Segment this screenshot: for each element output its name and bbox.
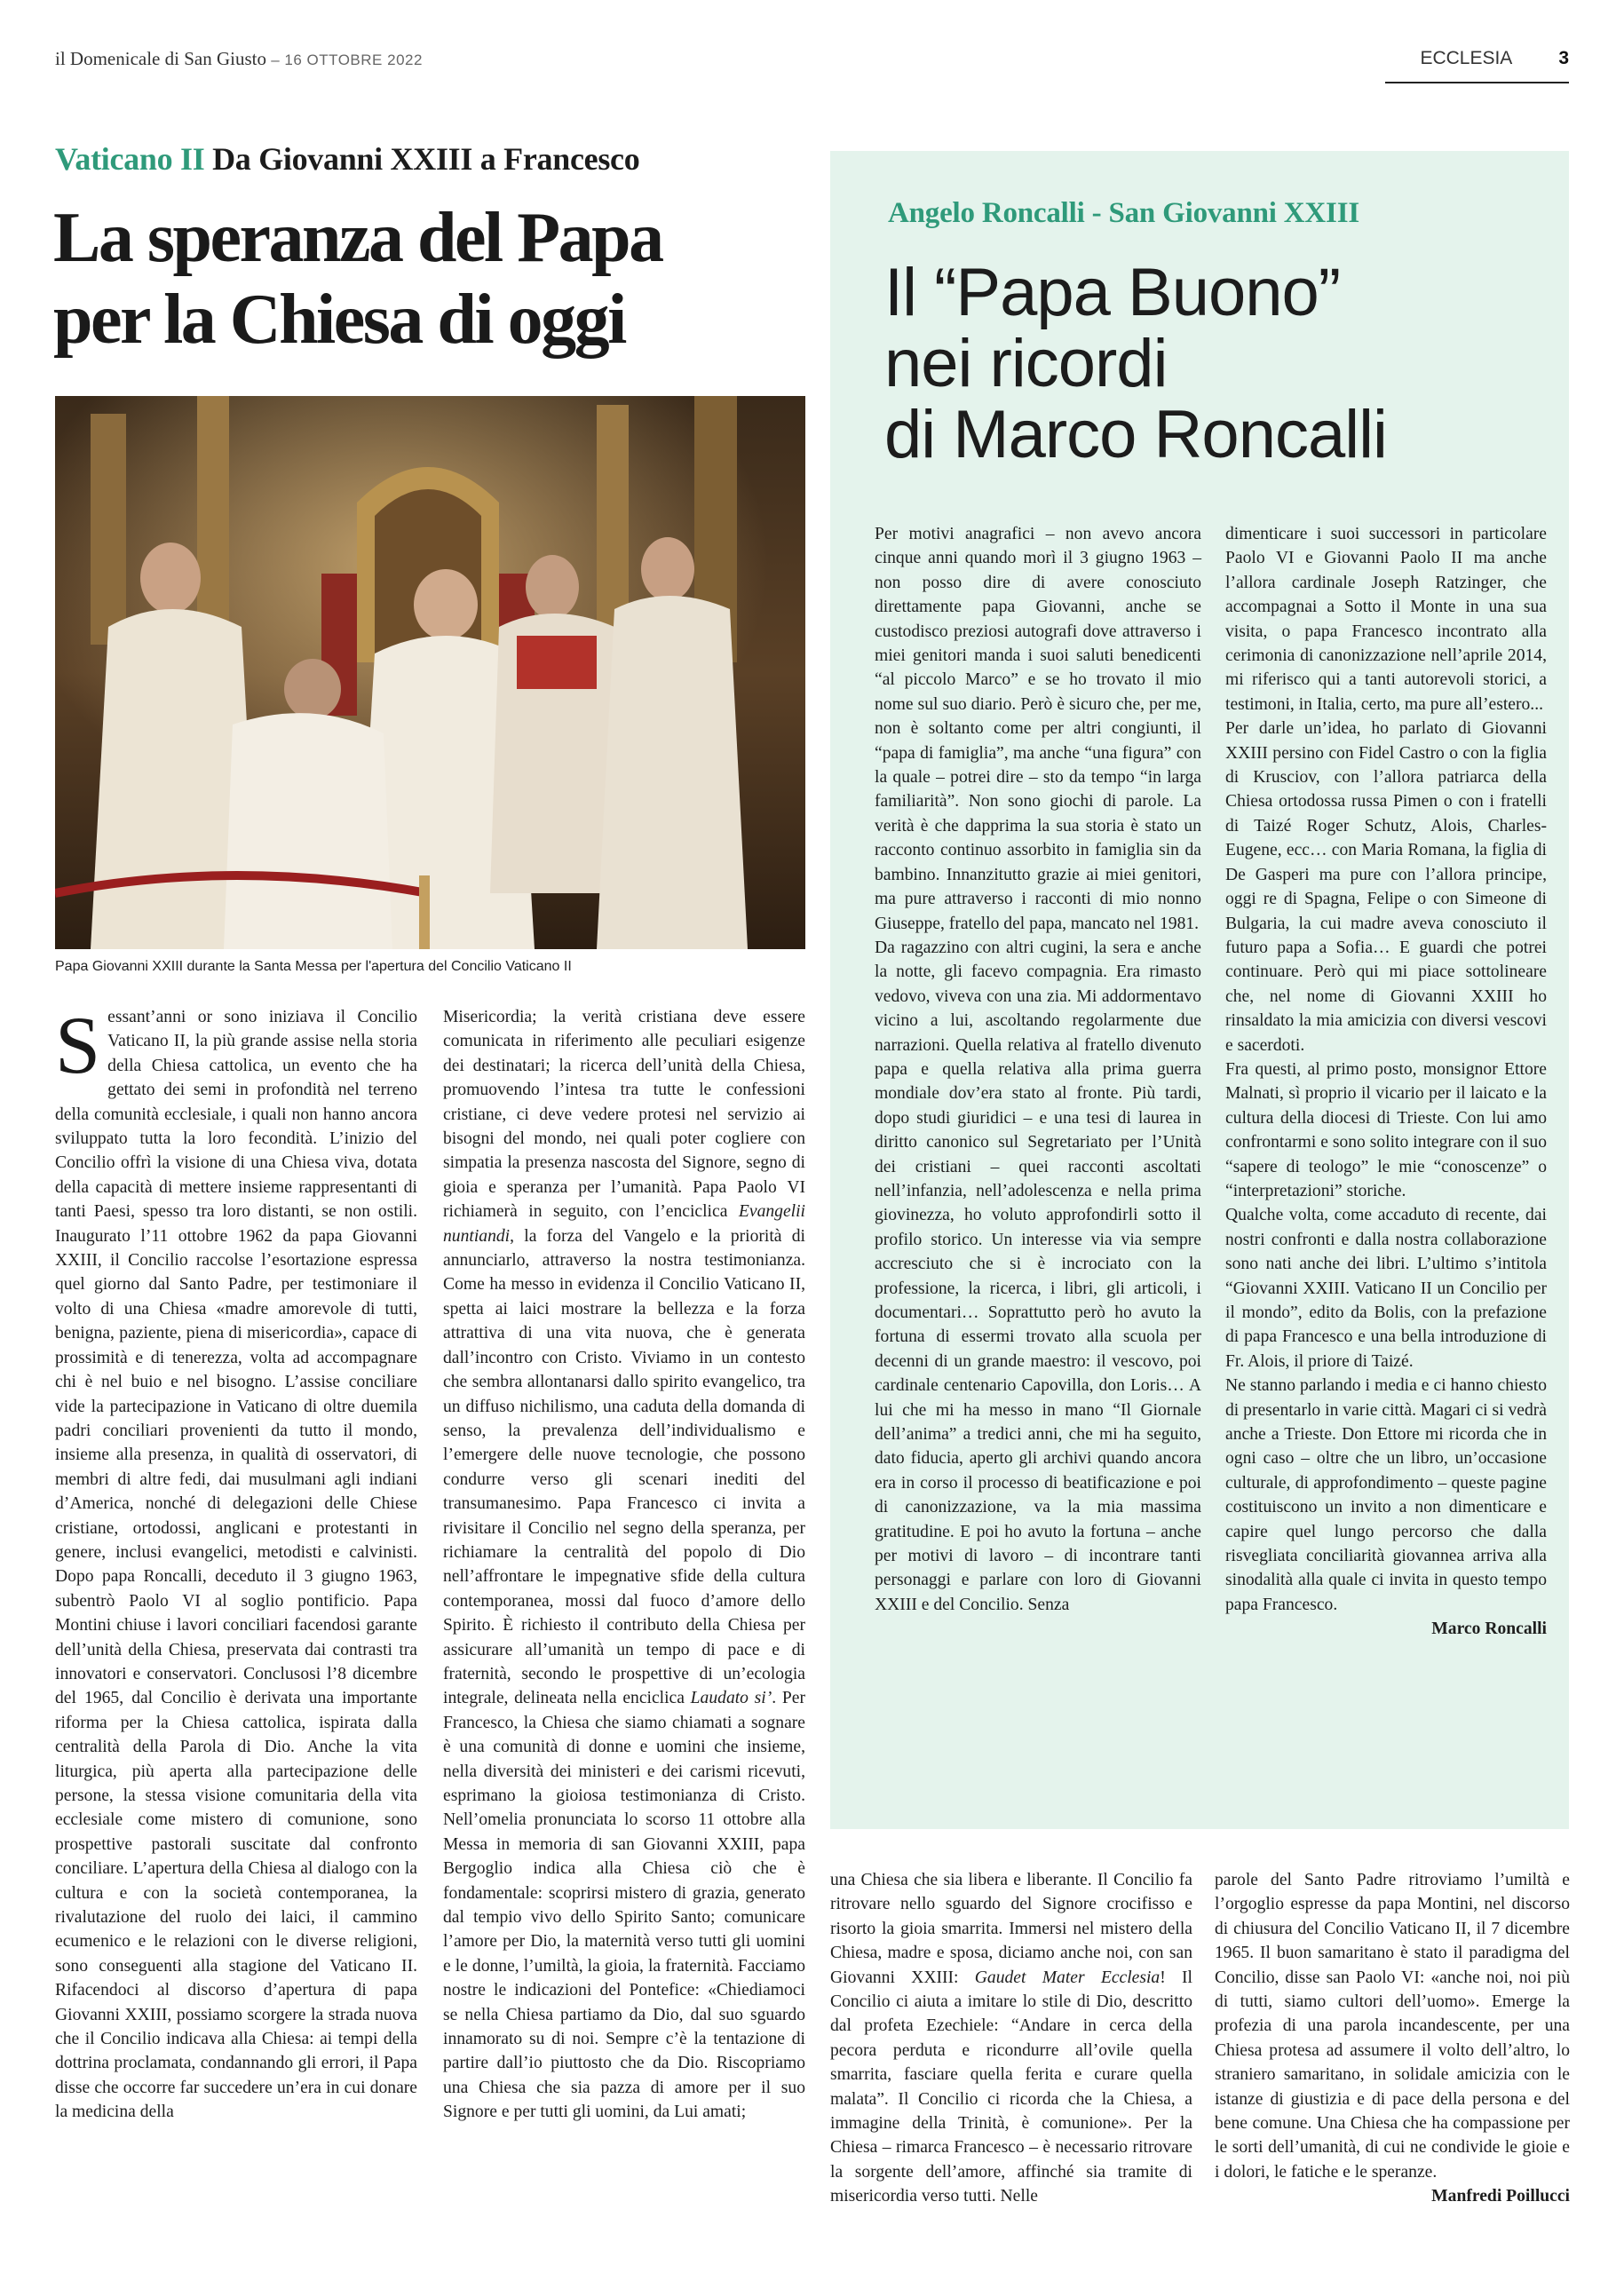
sidebar-title-line-2: nei ricordi	[884, 326, 1168, 401]
sidebar-paragraph: Fra questi, al primo posto, monsignor Ettore Malnati, sì proprio il vicario per il laicato e la cultura della diocesi di Trieste. Con lui amo confrontarmi e sono solito integrare con il suo “sapere di teologo” le mie “conoscenze” o “interpretazioni” storiche.	[1225, 1059, 1547, 1200]
newspaper-name: il Domenicale di San Giusto	[55, 48, 266, 69]
section-name: ECCLESIA	[1420, 48, 1513, 68]
encyclical-title-laudato: Laudato si’	[690, 1689, 772, 1708]
sidebar-paragraph: dimenticare i suoi successori in particolare Paolo VI e Giovanni Paolo II ma anche l’allora cardinale Joseph Ratzinger, che accompagnai a Sotto il Monte in una sua visita, o papa Francesco incontrato alla cerimonia di canonizzazione nell’aprile 2014, mi riferisco qui a tanti autorevoli storici, a testimoni, in Italia, certo, ma pure all’estero...	[1225, 525, 1547, 714]
sidebar-paragraph: Per motivi anagrafici – non avevo ancora cinque anni quando morì il 3 giugno 1963 – non posso dire di avere conosciuto direttamente papa Giovanni, anche se custodisco preziosi autografi dove attraverso i miei genitori manda i suoi saluti benedicenti “al piccolo Marco” e se ho trovato il mio nome sul suo diario. Però è sicuro che, per me, non è soltanto come per altri congiunti, il “papa di famiglia”, ma anche “una figura” con la quale – potrei dire – sto da tempo “in larga familiarità”. Non sono giochi di parole. La verità è che dapprima la sua storia è stato un racconto continuo assorbito in famiglia sin da bambino. Innanzitutto grazie ai miei genitori, ma pure attraverso i racconti di mio nonno Giuseppe, fratello del papa, mancato nel 1981.	[875, 525, 1201, 933]
photo-caption: Papa Giovanni XXIII durante la Santa Messa per l'apertura del Concilio Vaticano II	[55, 959, 572, 974]
column-4-text: parole del Santo Padre ritroviamo l’umiltà e l’orgoglio espresse da papa Montini, nel discorso di chiusura del Concilio Vaticano II, il 7 dicembre 1965. Il buon samaritano è stato il paradigma del Concilio, disse san Paolo VI: «anche noi, noi più di tutti, siamo cultori dell’uomo». Emerge la profezia di una parola incandescente, per una Chiesa protesa ad assumere il volto dell’altro, lo straniero samaritano, in solidale amicizia con le istanze di giustizia e di pace della persona e del bene comune. Una Chiesa che ha compassione per le sorti dell’umanità, di cui ne condivide le gioie e i dolori, le fatiche e le speranze.	[1215, 1871, 1570, 2182]
sidebar-title	[884, 257, 1541, 471]
sidebar-paragraph: Per darle un’idea, ho parlato di Giovanni XXIII persino con Fidel Castro o con la figlia di Krusciov, con l’allora patriarca della Chiesa ortodossa russa Pimen o con i fratelli di Taizé Roger Schutz, Alois, Charles-Eugene, ecc… con Maria Romana, la figlia di De Gasperi ma pure con l’allora principe, oggi re di Spagna, Felipe o con Simeone di Bulgaria, la cui madre aveva conosciuto il futuro papa a Sofia… E guardi che potrei continuare. Però qui mi piace sottolineare che, nel nome di Giovanni XXIII ho rinsaldato la mia amicizia con diversi vescovi e sacerdoti.	[1225, 719, 1547, 1055]
sidebar-author: Marco Roncalli	[1431, 1620, 1547, 1639]
column-1-text: essant’anni or sono iniziava il Concilio Vaticano II, la più grande assise nella storia della Chiesa cattolica, un evento che ha gettato dei semi in profondità nel terreno della comunità ecclesiale, i quali non hanno ancora sviluppato tutta la loro fecondità. L’inizio del Concilio offrì la visione di una Chiesa viva, dotata della capacità di mettere insieme rappresentanti di tanti Paesi, spesso tra loro distanti, se non ostili. Inaugurato l’11 ottobre 1962 da papa Giovanni XXIII, il Concilio raccolse l’esortazione espressa quel giorno dal Santo Padre, per testimoniare il volto di una Chiesa «madre amorevole di tutti, benigna, paziente, piena di misericordia», capace di prossimità e di tenerezza, volta ad accompagnare chi è nel buio e nel bisogno. L’assise conciliare vide la partecipazione in Vaticano di oltre duemila padri conciliari provenienti da tutto il mondo, insieme alla presenza, in qualità di osservatori, di membri di altre fedi, dai musulmani agli indiani d’America, nonché di delegazioni delle Chiese cristiane, ortodossi, anglicani e protestanti in genere, inclusi evangelici, metodisti e calvinisti. Dopo papa Roncalli, deceduto il 3 giugno 1963, subentrò Paolo VI al soglio pontificio. Papa Montini chiuse i lavori conciliari facendosi garante dell’unità della Chiesa, preservata dai contrasti tra innovatori e conservatori. Conclusosi l’8 dicembre del 1965, dal Concilio è derivata una importante riforma per la Chiesa cattolica, ispirata dalla centralità della Parola di Dio. Anche la vita liturgica, più aperta alla partecipazione delle persone, la stessa visione comunitaria della vita ecclesiale come mistero di comunione, sono prospettive pastorali suscitate dal confronto conciliare. L’apertura della Chiesa al dialogo con la cultura e con la società contemporanea, la rivalutazione del ruolo dei laici, il cammino ecumenico e le relazioni con le diverse religioni, sono conseguenti alla stagione del Vaticano II. Rifacendoci al discorso d’apertura di papa Giovanni XXIII, possiamo scorgere la strada nuova che il Concilio indicava alla Chiesa: ai tempi della dottrina proclamata, condannando gli errori, il Papa disse che occorre far succedere un’era in cui donare la medicina della	[55, 1008, 417, 2122]
article-column-3	[830, 1868, 1192, 2209]
article-column-4	[1215, 1868, 1570, 2209]
article-column-1	[55, 1000, 417, 2125]
title-line-2: per la Chiesa di oggi	[53, 281, 625, 359]
column-3-text-a: una Chiesa che sia libera e liberante. Il Concilio fa ritrovare nello sguardo del Signore crocifisso e risorto la gioia smarrita. Immersi nel mistero della Chiesa, madre e sposa, diciamo anche noi, con san Giovanni XXIII:	[830, 1871, 1192, 1987]
header-rule	[1385, 82, 1569, 83]
sidebar-title-line-1: Il “Papa Buono”	[884, 255, 1341, 330]
sidebar-title-line-3: di Marco Roncalli	[884, 397, 1387, 472]
article-column-2	[443, 1005, 805, 2125]
ceremony-photo-illustration	[55, 396, 805, 949]
column-2-text-a: Misericordia; la verità cristiana deve essere comunicata in riferimento alle peculiari esigenze dei destinatari; la ricerca dell’unità della Chiesa, promuovendo l’intesa tra tutte le confessioni cristiane, ci deve vedere protesi nel servizio ai bisogni del mondo, nei quali poter cogliere con simpatia la presenza nascosta del Signore, segno di gioia e speranza per l’umanità. Papa Paolo VI richiamerà in seguito, con l’enciclica	[443, 1008, 805, 1222]
sidebar-column-1	[875, 522, 1201, 1617]
kicker-topic: Vaticano II	[55, 141, 205, 177]
sidebar-paragraph: Ne stanno parlando i media e ci hanno chiesto di presentarlo in varie città. Magari ci si vedrà anche a Trieste. Don Ettore mi ricorda che in ogni caso – oltre che un libro, un’occasione culturale, di approfondimento – queste pagine costituiscono un invito a non dimenticare e capire quel lungo percorso che dalla risvegliata conciliarità giovannea arriva alla sinodalità alla quale ci invita in questo tempo papa Francesco.	[1225, 1376, 1547, 1614]
issue-date: – 16 OTTOBRE 2022	[271, 51, 423, 68]
article-kicker	[55, 140, 639, 178]
sidebar-paragraph: Da ragazzino con altri cugini, la sera e anche la notte, gli facevo compagnia. Era rimasto vedovo, viveva con una zia. Mi addormentavo vicino a lui, ascoltando regolarmente due narrazioni. Quella relativa al fratello divenuto papa e quella relativa alla prima guerra mondiale dov’era stato al fronte. Più tardi, dopo studi giuridici – e una tesi di laurea in diritto canonico sul Segretariato per l’Unità dei cristiani – quei racconti ascoltati nell’infanzia, nell’adolescenza e nella prima giovinezza, ho voluto approfondirli sotto il profilo storico. Un interesse via via sempre accresciuto che si è incrociato con la professione, la ricerca, i libri, gli articoli, i documentari… Soprattutto però ho avuto la fortuna di essermi trovato alla scuola per decenni di un grande maestro: il vescovo, poi cardinale centenario Capovilla, don Loris… A lui che mi ha messo in mano “Il Giornale dell’anima” a tredici anni, che mi ha seguito, dato fiducia, aperto gli archivi quando ancora era in corso il processo di beatificazione e poi di canonizzazione, va la mia massima gratitudine. E poi ho avuto la fortuna – anche per motivi di lavoro – di incontrare tanti personaggi e parlare con loro di Giovanni XXIII e del Concilio. Senza	[875, 938, 1201, 1614]
sidebar-kicker: Angelo Roncalli - San Giovanni XXIII	[888, 197, 1359, 229]
encyclical-title-evangelii: Evangelii nuntiandi	[443, 1202, 805, 1246]
section-header	[1420, 48, 1569, 69]
article-author: Manfredi Poillucci	[1431, 2187, 1570, 2206]
column-2-text-c: . Per Francesco, la Chiesa che siamo chiamati a sognare è una comunità di donne e uomini che insieme, nella diversità dei ministeri e dei carismi ricevuti, esprimano la gioiosa testimonianza di Cristo. Nell’omelia pronunciata lo scorso 11 ottobre alla Messa in memoria di san Giovanni XXIII, papa Bergoglio indica alla Chiesa ciò che è fondamentale: scoprirsi mistero di grazia, generato dal tempio vivo dello Spirito Santo; comunicare l’amore per Dio, la maternità verso tutti gli uomini e le donne, l’umiltà, la gioia, la fraternità. Facciamo nostre le indicazioni del Pontefice: «Chiediamoci se nella Chiesa partiamo da Dio, dal suo sguardo innamorato su di noi. Sempre c’è la tentazione di partire dall’io piuttosto che da Dio. Riscopriamo una Chiesa che sia pazza di amore per il suo Signore e per tutti gli uomini, da Lui amati;	[443, 1689, 805, 2122]
page-number: 3	[1558, 48, 1569, 68]
sidebar-column-2	[1225, 522, 1547, 1642]
sidebar-paragraph: Qualche volta, come accaduto di recente, dai nostri confronti e dalla nostra collaborazione sono nati anche dei libri. L’ultimo s’intitola “Giovanni XXIII. Vaticano II un Concilio per il mondo”, edito da Bolis, con la prefazione di papa Francesco e una bella introduzione di Fr. Alois, il priore di Taizé.	[1225, 1206, 1547, 1371]
column-2-text-b: , la forza del Vangelo e la priorità di annunciarlo, attraverso la nostra testimonianza. Come ha messo in evidenza il Concilio Vaticano II, spetta ai laici mostrare la bellezza e la forza attrattiva di una vita nuova, che è generata dall’incontro con Cristo. Viviamo in un contesto che sembra allontanarsi dallo spirito evangelico, tra un diffuso nichilismo, una caduta della domanda di senso, la prevalenza dell’individualismo e l’emergere delle nuove tecnologie, che possono condurre verso gli scenari inediti del transumanesimo. Papa Francesco ci invita a rivisitare il Concilio nel segno della speranza, per richiamare la centralità del popolo di Dio nell’affrontare le impegnative sfide della cultura contemporanea, mossi dal fuoco d’amore dello Spirito. È richiesto il contributo della Chiesa per assicurare all’umanità un tempo di pace e di fraternità, secondo le prospettive di un’ecologia integrale, delineata nella enciclica	[443, 1226, 805, 1708]
column-3-text-b: ! Il Concilio ci aiuta a imitare lo stile di Dio, descritto dal profeta Ezechiele: “Andare in cerca della pecora perduta e ricondurre all’ovile quella smarrita, fasciare quella ferita e curare quella malata”. Il Concilio ci ricorda che la Chiesa, a immagine della Trinità, è comunione». Per la Chiesa – rimarca Francesco – è necessario ritrovare la sorgente dell’amore, affinché sia tramite di misericordia verso tutti. Nelle	[830, 1968, 1192, 2206]
drop-cap: S	[55, 1000, 101, 1090]
article-photo	[55, 396, 805, 949]
article-title	[53, 197, 835, 360]
newspaper-header	[55, 48, 423, 70]
kicker-subtopic: Da Giovanni XXIII a Francesco	[212, 141, 640, 177]
gaudet-mater-ecclesia: Gaudet Mater Ecclesia	[974, 1968, 1161, 1987]
title-line-1: La speranza del Papa	[53, 199, 662, 277]
